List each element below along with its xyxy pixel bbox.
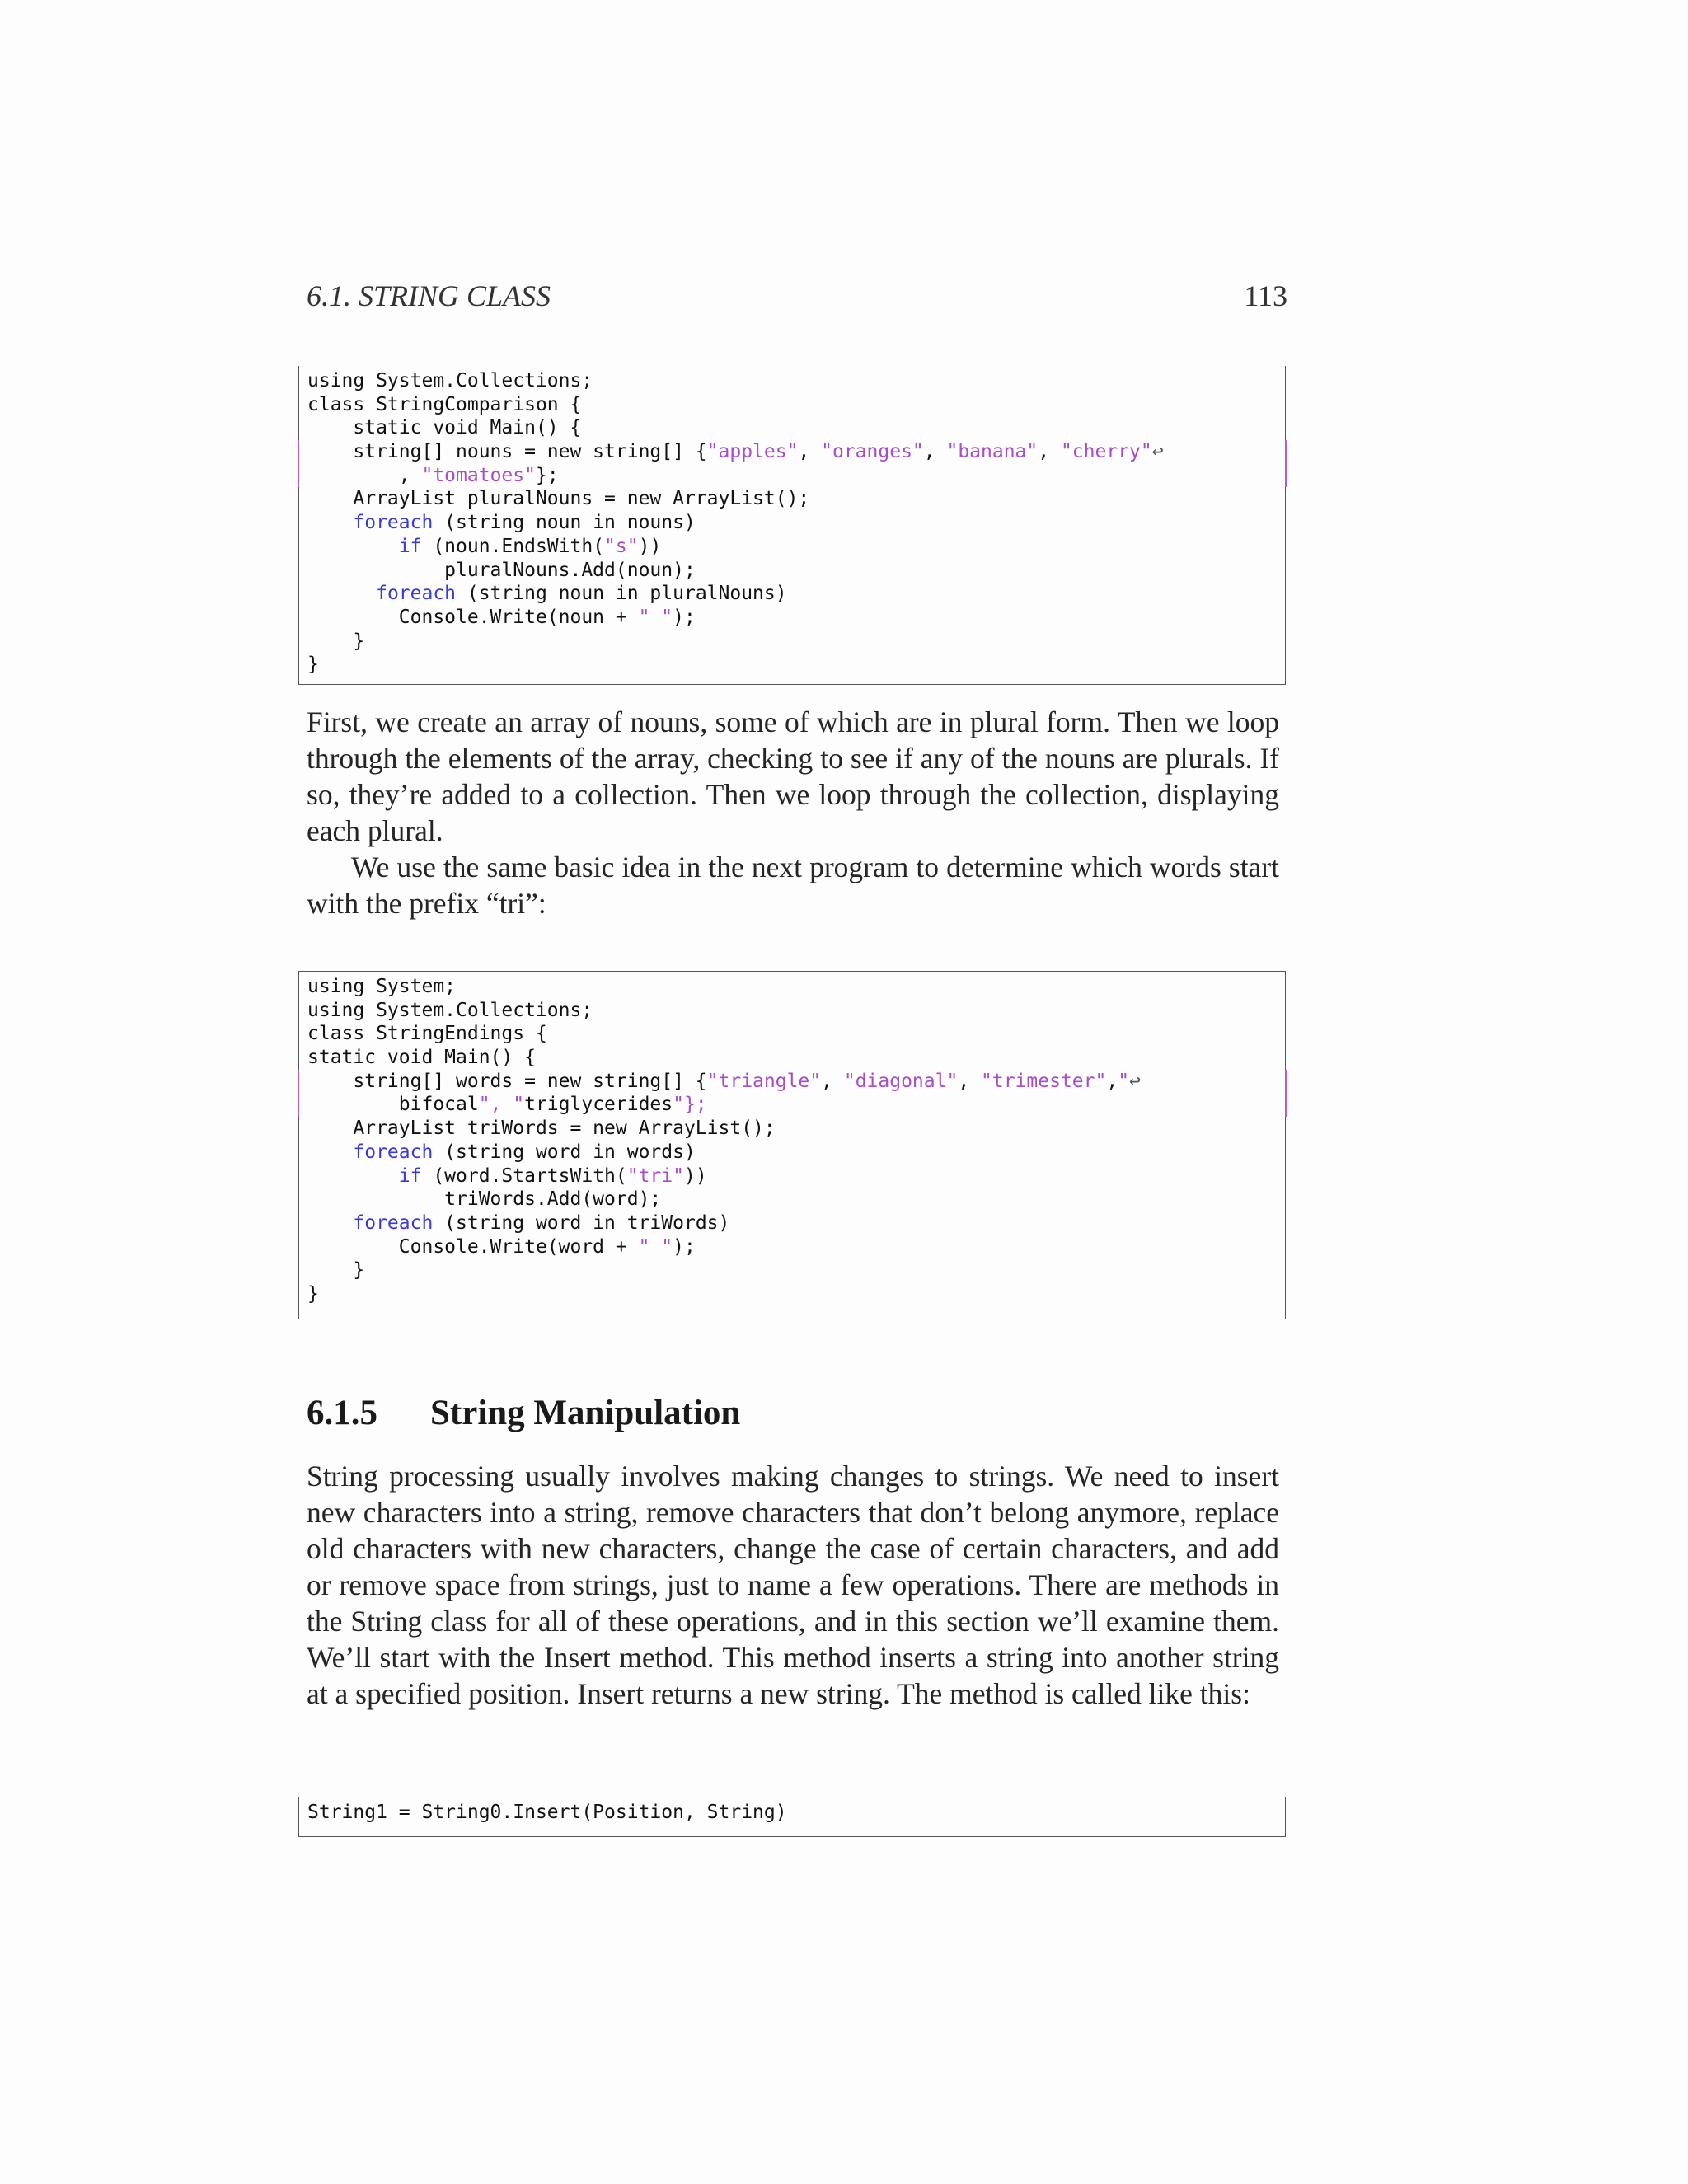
wrap-marker: [298, 1070, 299, 1094]
wrap-marker: [298, 440, 299, 464]
paragraph-prefix-intro: We use the same basic idea in the next program to determine which words start with the prefix “tri”:: [307, 851, 1279, 920]
code-line: }: [307, 1259, 365, 1282]
code-listing-insert-syntax: [298, 1797, 1286, 1837]
page-number: 113: [1244, 279, 1287, 312]
code-line: string[] nouns = new string[] {"apples", "oranges", "banana", "cherry"↩: [307, 440, 1277, 464]
page-header: [307, 279, 1287, 313]
paragraph-plural-explanation: First, we create an array of nouns, some of which are in plural form. Then we loop through the elements of the array, checking to see if any of the nouns are plurals. If so, they’re added to a collection. Then we loop through the collection, displaying each plural.: [307, 705, 1279, 847]
line-wrap-arrow-icon: ↩: [1151, 441, 1164, 463]
code-line: Console.Write(noun + " ");: [307, 606, 696, 628]
wrap-marker: [1285, 1070, 1287, 1094]
code-line: using System.Collections;: [307, 370, 593, 391]
section-heading: [307, 1393, 740, 1433]
code-line: foreach (string noun in nouns): [353, 512, 696, 534]
code-line: , "tomatoes"};: [307, 464, 1277, 488]
code-line: static void Main() {: [307, 417, 582, 439]
code-line: pluralNouns.Add(noun);: [307, 559, 696, 581]
code-line: foreach (string word in triWords): [353, 1212, 730, 1234]
code-line: Console.Write(word + " ");: [307, 1235, 696, 1258]
code-line: static void Main() {: [307, 1047, 536, 1069]
wrap-marker: [1285, 1093, 1287, 1117]
code-line: using System.Collections;: [307, 999, 593, 1021]
section-number: 6.1.5: [307, 1394, 377, 1432]
wrap-marker: [298, 464, 299, 488]
wrap-marker: [1285, 440, 1287, 464]
code-listing-string-comparison: [298, 366, 1286, 685]
code-line: }: [307, 654, 319, 676]
wrap-marker: [298, 1093, 299, 1117]
code-line: String1 = String0.Insert(Position, String): [307, 1802, 787, 1823]
code-line: }: [307, 630, 365, 652]
code-line: triWords.Add(word);: [307, 1188, 662, 1211]
paragraph-string-manipulation: String processing usually involves making changes to strings. We need to insert new characters into a string, remove characters that don’t belong anymore, replace old characters with new characters, change the case of certain characters, and add or remove space from strings, just to name a few operations. There are methods in the String class for all of these operations, and in this section we’ll examine them. We’ll start with the Insert method. This method inserts a string into another string at a specified position. Insert returns a new string. The method is called like this:: [307, 1460, 1279, 1710]
section-title: String Manipulation: [430, 1394, 741, 1432]
code-line: ArrayList pluralNouns = new ArrayList();: [307, 488, 810, 510]
line-wrap-arrow-icon: ↩: [1129, 1070, 1141, 1092]
code-line: foreach (string noun in pluralNouns): [376, 583, 787, 605]
code-line: using System;: [307, 976, 457, 997]
code-listing-string-endings: [298, 971, 1286, 1319]
code-line: }: [307, 1282, 319, 1305]
running-section-title: 6.1. STRING CLASS: [307, 279, 551, 312]
code-line: foreach (string word in words): [353, 1141, 696, 1163]
code-line: class StringEndings {: [307, 1023, 547, 1045]
code-line: if (word.StartsWith("tri")): [398, 1165, 707, 1187]
wrap-marker: [1285, 464, 1287, 488]
code-line: class StringComparison {: [307, 393, 582, 415]
code-line: if (noun.EndsWith("s")): [398, 535, 662, 557]
code-line: ArrayList triWords = new ArrayList();: [307, 1118, 776, 1140]
code-line: bifocal", "triglycerides"};: [307, 1093, 1277, 1117]
code-line: string[] words = new string[] {"triangle", "diagonal", "trimester","↩: [307, 1070, 1277, 1094]
